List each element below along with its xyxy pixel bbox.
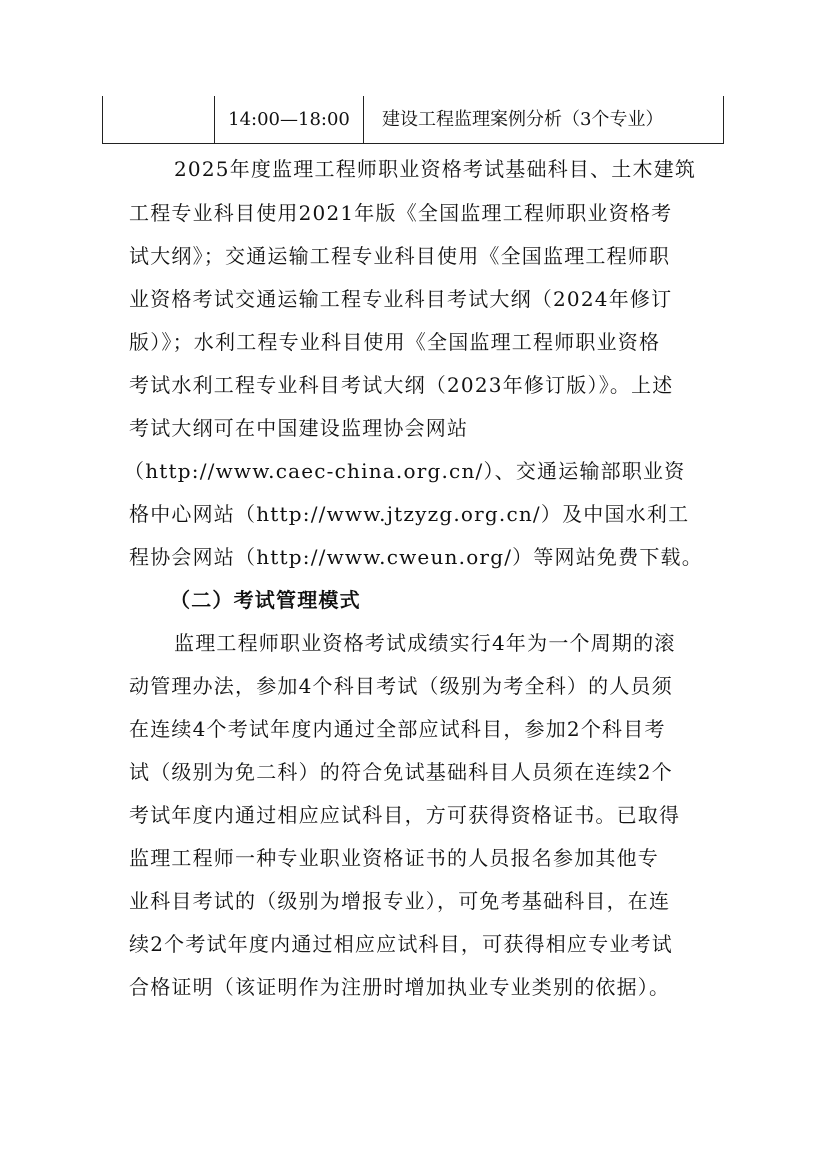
table-empty-cell (103, 96, 215, 143)
exam-schedule-table-fragment (102, 96, 724, 144)
paragraph-1-line-9: 格中心网站（http://www.jtzyzg.org.cn/）及中国水利工 (129, 502, 690, 526)
paragraph-2-line-4: 试（级别为免二科）的符合免试基础科目人员须在连续2个 (129, 760, 673, 784)
paragraph-2-line-5: 考试年度内通过相应应试科目，方可获得资格证书。已取得 (129, 803, 681, 827)
paragraph-1-line-7: 考试大纲可在中国建设监理协会网站 (129, 416, 469, 440)
table-time-cell: 14:00—18:00 (215, 96, 364, 143)
section-heading: （二）考试管理模式 (170, 588, 361, 612)
paragraph-1-line-3: 试大纲》；交通运输工程专业科目使用《全国监理工程师职 (129, 244, 671, 268)
table-subject-cell: 建设工程监理案例分析（3个专业） (382, 108, 664, 130)
paragraph-1-line-4: 业资格考试交通运输工程专业科目考试大纲（2024年修订 (129, 287, 673, 311)
paragraph-1-line-10: 程协会网站（http://www.cweun.org/）等网站免费下载。 (129, 545, 703, 569)
paragraph-1-line-6: 考试水利工程专业科目考试大纲（2023年修订版）》。上述 (129, 373, 674, 397)
paragraph-2-line-1: 监理工程师职业资格考试成绩实行4年为一个周期的滚 (174, 631, 676, 655)
paragraph-1-line-5: 版）》；水利工程专业科目使用《全国监理工程师职业资格 (129, 330, 661, 354)
paragraph-2-line-3: 在连续4个考试年度内通过全部应试科目，参加2个科目考 (129, 717, 666, 741)
paragraph-2-line-7: 业科目考试的（级别为增报专业），可免考基础科目，在连 (129, 889, 671, 913)
paragraph-2-line-8: 续2个考试年度内通过相应应试科目，可获得相应专业考试 (129, 932, 673, 956)
paragraph-1-line-8: （http://www.caec-china.org.cn/）、交通运输部职业资 (124, 459, 686, 483)
paragraph-2-line-2: 动管理办法，参加4个科目考试（级别为考全科）的人员须 (129, 674, 673, 698)
paragraph-2-line-9: 合格证明（该证明作为注册时增加执业专业类别的依据）。 (129, 975, 671, 999)
paragraph-1-line-2: 工程专业科目使用2021年版《全国监理工程师职业资格考 (129, 201, 673, 225)
paragraph-2-line-6: 监理工程师一种专业职业资格证书的人员报名参加其他专 (129, 846, 659, 870)
paragraph-1-line-1: 2025年度监理工程师职业资格考试基础科目、土木建筑 (174, 157, 697, 181)
